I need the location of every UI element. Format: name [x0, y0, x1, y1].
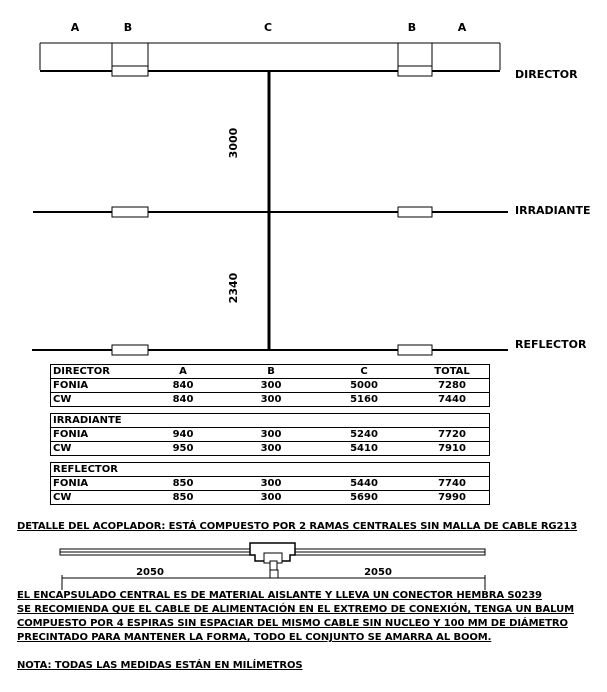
cell-a: 850: [137, 477, 229, 491]
spacing-director-irradiante: 3000: [227, 127, 240, 159]
label-director: DIRECTOR: [515, 68, 578, 81]
table-row: [51, 379, 489, 393]
dim-a-left: A: [70, 21, 80, 34]
table-title: REFLECTOR: [53, 464, 118, 475]
header-a: A: [179, 366, 187, 377]
irradiante-insulator-right: [398, 207, 432, 217]
table-title: IRRADIANTE: [53, 415, 122, 426]
note-line: COMPUESTO POR 4 ESPIRAS SIN ESPACIAR DEL MISMO CABLE SIN NUCLEO Y 100 MM DE DIÁMETRO: [17, 618, 568, 629]
irradiante-insulator-left: [112, 207, 148, 217]
row-label: CW: [51, 393, 137, 407]
cell-a: 850: [137, 491, 229, 505]
table-row: [51, 477, 489, 491]
reflector-insulator-right: [398, 345, 432, 355]
row-label: FONIA: [51, 379, 137, 393]
table-title: DIRECTOR: [53, 366, 110, 377]
label-irradiante: IRRADIANTE: [515, 204, 591, 217]
dim-b-left: B: [123, 21, 133, 34]
table-row: [51, 428, 489, 442]
coupler-left-length: 2050: [136, 567, 164, 578]
cell-total: 7990: [415, 491, 489, 505]
coupler-title: DETALLE DEL ACOPLADOR: ESTÁ COMPUESTO POR 2 RAMAS CENTRALES SIN MALLA DE CABLE RG213: [17, 521, 578, 532]
coupler-drawing: [60, 543, 485, 590]
units-note: NOTA: TODAS LAS MEDIDAS ESTÁN EN MILÍMETROS: [17, 660, 303, 671]
dim-a-right: A: [457, 21, 467, 34]
cell-c: 5240: [313, 428, 415, 442]
row-label: FONIA: [51, 477, 137, 491]
cell-b: 300: [229, 442, 313, 456]
cell-total: 7910: [415, 442, 489, 456]
cell-b: 300: [229, 379, 313, 393]
cell-a: 950: [137, 442, 229, 456]
cell-total: 7740: [415, 477, 489, 491]
cell-total: 7280: [415, 379, 489, 393]
cell-total: 7720: [415, 428, 489, 442]
table-director: [50, 364, 490, 407]
dim-b-right: B: [407, 21, 417, 34]
coupler-right-length: 2050: [364, 567, 392, 578]
header-c: C: [360, 366, 368, 377]
cell-b: 300: [229, 393, 313, 407]
table-row: [51, 442, 489, 456]
table-irradiante: [50, 413, 490, 456]
cell-total: 7440: [415, 393, 489, 407]
cell-c: 5440: [313, 477, 415, 491]
reflector-insulator-left: [112, 345, 148, 355]
cell-c: 5000: [313, 379, 415, 393]
cell-c: 5160: [313, 393, 415, 407]
cell-a: 840: [137, 379, 229, 393]
note-line: EL ENCAPSULADO CENTRAL ES DE MATERIAL AISLANTE Y LLEVA UN CONECTOR HEMBRA S0239: [17, 590, 542, 601]
note-line: SE RECOMIENDA QUE EL CABLE DE ALIMENTACIÓN EN EL EXTREMO DE CONEXIÓN, TENGA UN BALUM: [17, 604, 574, 615]
note-line: PRECINTADO PARA MANTENER LA FORMA, TODO EL CONJUNTO SE AMARRA AL BOOM.: [17, 632, 492, 643]
director-insulator-left: [112, 66, 148, 76]
cell-b: 300: [229, 477, 313, 491]
cell-c: 5410: [313, 442, 415, 456]
table-row: [51, 491, 489, 505]
director-insulator-right: [398, 66, 432, 76]
row-label: FONIA: [51, 428, 137, 442]
cell-a: 840: [137, 393, 229, 407]
dim-c: C: [263, 21, 273, 34]
cell-b: 300: [229, 428, 313, 442]
header-b: B: [267, 366, 275, 377]
table-reflector: [50, 462, 490, 505]
cell-c: 5690: [313, 491, 415, 505]
cell-a: 940: [137, 428, 229, 442]
spacing-irradiante-reflector: 2340: [227, 272, 240, 304]
label-reflector: REFLECTOR: [515, 338, 587, 351]
cell-b: 300: [229, 491, 313, 505]
row-label: CW: [51, 442, 137, 456]
header-total: TOTAL: [434, 366, 470, 377]
row-label: CW: [51, 491, 137, 505]
table-row: [51, 393, 489, 407]
